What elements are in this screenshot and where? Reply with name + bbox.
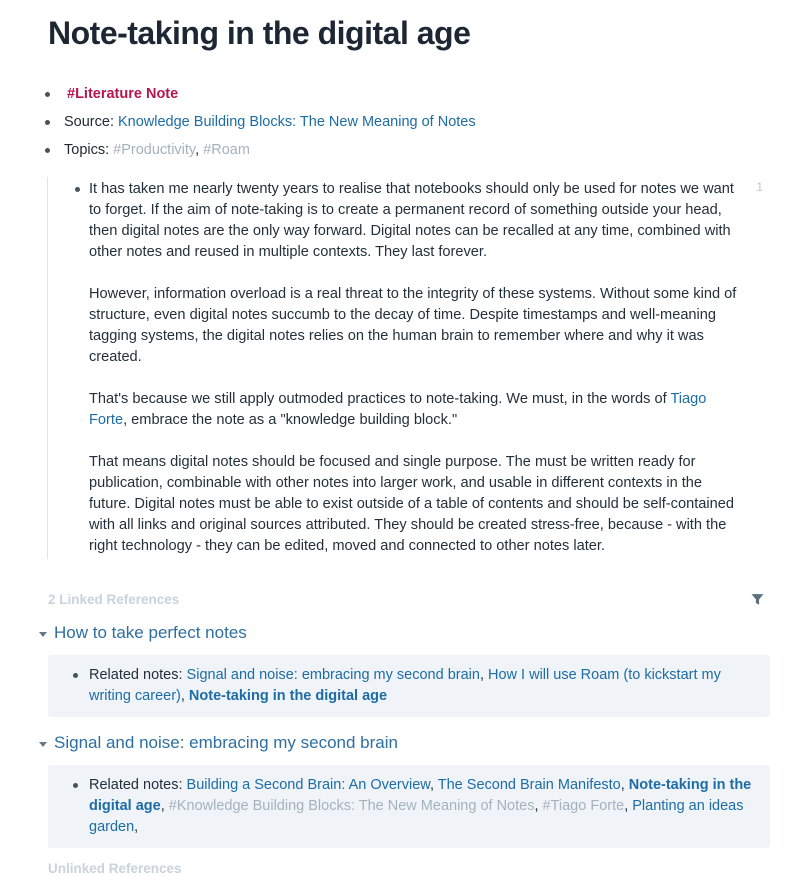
text-segment: However, information overload is a real threat to the integrity of these systems. Without some kind of structure, even digital notes succumb to the decay of time. Despite timestamps and well-meaning tagging systems, the digital notes relies on the human brain to remember where and why it was created.: [89, 286, 737, 365]
text-segment: Related notes:: [89, 777, 187, 793]
related-notes-text: [89, 667, 721, 704]
linked-reference-group: [48, 622, 770, 717]
page-ref-link[interactable]: How I will use Roam (to kickstart my writing career): [89, 667, 721, 704]
block-bullet[interactable]: [73, 783, 78, 788]
linked-reference-page-link[interactable]: Signal and noise: embracing my second brain: [54, 733, 398, 752]
tag-ref[interactable]: #Roam: [203, 142, 250, 158]
text-segment: ,: [624, 798, 633, 814]
note-paragraph: [89, 389, 741, 431]
linked-reference-title-row: [39, 732, 770, 754]
text-segment: ,: [195, 142, 204, 158]
text-segment: Source:: [64, 114, 118, 130]
block-bullet[interactable]: [45, 92, 50, 97]
block-bullet[interactable]: [45, 120, 50, 125]
related-notes-text: [89, 777, 751, 835]
note-page: [0, 14, 785, 875]
text-segment: Topics:: [64, 142, 114, 158]
linked-reference-block[interactable]: [48, 765, 770, 848]
page-ref-link[interactable]: The Second Brain Manifesto: [437, 777, 621, 793]
page-ref-link[interactable]: Knowledge Building Blocks: The New Meaning of Notes: [118, 114, 476, 130]
page-ref-link[interactable]: Building a Second Brain: An Overview: [186, 777, 430, 793]
text-segment: ,: [180, 688, 189, 704]
linked-reference-page-link[interactable]: How to take perfect notes: [54, 623, 247, 642]
text-segment: ,: [534, 798, 543, 814]
tag-ref[interactable]: #Knowledge Building Blocks: The New Meaning of Notes: [168, 798, 535, 814]
linked-reference-group: [48, 732, 770, 848]
text-segment: ,: [160, 798, 169, 814]
page-ref-link[interactable]: Planting an ideas garden: [89, 798, 744, 835]
linked-references-section: [48, 592, 770, 848]
linked-reference-block[interactable]: [48, 655, 770, 717]
text-segment: ,: [429, 777, 438, 793]
collapse-caret-icon[interactable]: [39, 742, 47, 747]
text-segment: , embrace the note as a "knowledge building block.": [123, 412, 458, 428]
block-reference-count: 1: [756, 180, 763, 194]
page-ref-link[interactable]: Signal and noise: embracing my second brain: [186, 667, 480, 683]
meta-item-text: [64, 114, 476, 130]
filter-icon[interactable]: [750, 592, 765, 607]
collapse-caret-icon[interactable]: [39, 632, 47, 637]
text-segment: That's because we still apply outmoded practices to note-taking. We must, in the words of: [89, 391, 671, 407]
text-segment: That means digital notes should be focused and single purpose. The must be written ready for publication, combinable with other notes into larger work, and usable in different contexts in the future. Digital notes must be able to exist outside of a table of contents and should be self-contained with all links and original sources attributed. They should be created stress-free, because - with the right technology - they can be edited, moved and connected to other notes later.: [89, 454, 734, 554]
text-segment: It has taken me nearly twenty years to realise that notebooks should only be used for notes we want to forget. If the aim of note-taking is to create a permanent record of something outside your head, then digital notes are the only way forward. Digital notes can be recalled at any time, combined with other notes and reused in multiple contexts. They last forever.: [89, 181, 734, 260]
meta-item-text: [64, 142, 250, 158]
text-segment: ,: [134, 819, 139, 835]
note-paragraph: [89, 284, 741, 368]
literature-note-tag[interactable]: #Literature Note: [67, 86, 179, 102]
block-bullet[interactable]: [73, 673, 78, 678]
tag-ref[interactable]: #Productivity: [113, 142, 196, 158]
note-paragraph: [89, 179, 741, 263]
block-bullet[interactable]: [75, 187, 80, 192]
note-paragraph: [89, 452, 741, 557]
linked-references-header: [48, 592, 770, 607]
linked-references-heading: 2 Linked References: [48, 592, 180, 607]
meta-item-literature-note[interactable]: [48, 80, 785, 108]
current-page-ref-link[interactable]: Note-taking in the digital age: [89, 777, 752, 814]
text-segment: Related notes:: [89, 667, 187, 683]
page-title[interactable]: Note-taking in the digital age: [48, 15, 471, 51]
text-segment: ,: [479, 667, 489, 683]
meta-item-topics[interactable]: [48, 136, 785, 164]
page-ref-link[interactable]: Tiago Forte: [89, 391, 707, 428]
text-segment: ,: [620, 777, 629, 793]
meta-item-text: [64, 86, 178, 102]
linked-reference-title-row: [39, 622, 770, 644]
block-bullet[interactable]: [45, 148, 50, 153]
note-text[interactable]: [89, 179, 741, 557]
tag-ref[interactable]: #Tiago Forte: [542, 798, 625, 814]
meta-bullet-list: [0, 80, 785, 164]
unlinked-references-heading[interactable]: Unlinked References: [48, 861, 182, 876]
meta-item-source[interactable]: [48, 108, 785, 136]
current-page-ref-link[interactable]: Note-taking in the digital age: [188, 688, 388, 704]
note-content-block: [47, 177, 785, 559]
